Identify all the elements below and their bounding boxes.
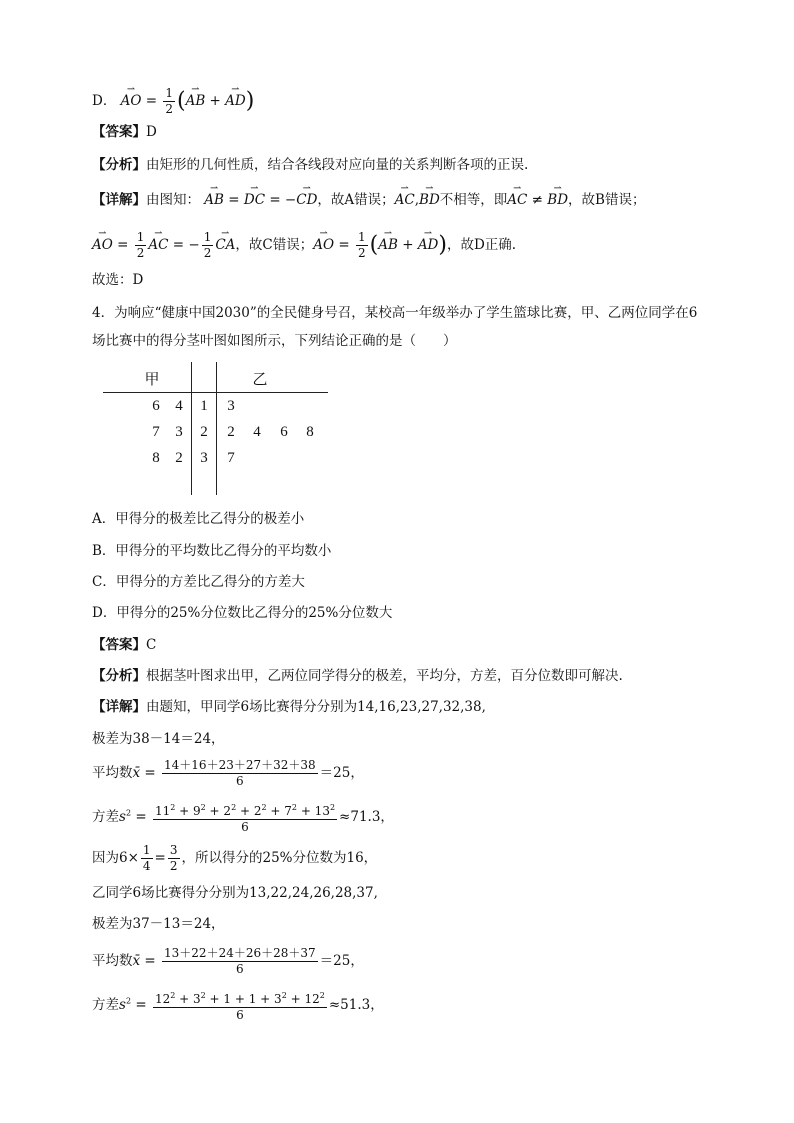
fraction-half: $\frac{1}{2}$ <box>358 230 366 260</box>
vector-AC: ⇀ AC <box>148 235 168 255</box>
vector-AB: ⇀ AB <box>186 91 206 111</box>
range-label: 极差为 <box>92 916 133 932</box>
range-value: 38－14＝24， <box>132 731 225 747</box>
leaf-cell: 3 <box>175 424 183 440</box>
vector-AO: ⇀ AO <box>92 235 113 255</box>
detail-intro: 由图知： <box>146 192 200 208</box>
q4-stem-line2: 场比赛中的得分茎叶图如图所示，下列结论正确的是（ ） <box>92 333 457 349</box>
detail-a-end: ，故A错误； <box>317 192 395 208</box>
q4-range-b <box>92 914 225 934</box>
stem-cell: 2 <box>200 424 208 440</box>
mean-numerator: 13＋22＋24＋26＋28＋37 <box>164 946 316 960</box>
q4-option-d: D．甲得分的25%分位数比乙得分的25%分位数大 <box>92 605 393 621</box>
mean-label: 平均数 <box>92 765 133 781</box>
analysis-text: 根据茎叶图求出甲，乙两位同学得分的极差，平均分，方差，百分位数即可解决. <box>146 668 623 684</box>
q4-range-a <box>92 729 225 749</box>
analysis-tag: 【分析】 <box>92 157 146 173</box>
answer-value: C <box>146 637 157 653</box>
q4-analysis <box>92 666 623 686</box>
range-value: 37－13＝24， <box>132 916 225 932</box>
var-denominator: 6 <box>241 820 249 834</box>
fraction-quarter: $\frac{1}{4}$ <box>142 843 151 873</box>
q4-detail-line1 <box>92 697 486 717</box>
mean-fraction <box>162 758 318 789</box>
option-label: D． <box>92 93 117 109</box>
vector-AD: ⇀ AD <box>418 235 439 255</box>
q4-stem-line1: 4．为响应“健康中国2030”的全民健身号召，某校高一年级举办了学生篮球比赛，甲、乙两位同学在6 <box>92 305 698 321</box>
mean-denominator: 6 <box>236 962 244 976</box>
mean-numerator: 14＋16＋23＋27＋32＋38 <box>164 758 316 772</box>
mean-denominator: 6 <box>236 774 244 788</box>
stem-divider-right <box>216 362 217 495</box>
var-result: ≈51.3， <box>328 997 384 1013</box>
leaf-cell: 6 <box>152 398 160 414</box>
fraction-half: $\frac{1}{2}$ <box>203 230 212 260</box>
range-label: 极差为 <box>92 731 133 747</box>
quant-pre: 因为6× <box>92 850 139 866</box>
stem-divider-left <box>191 362 192 495</box>
var-result: ≈71.3， <box>339 809 394 825</box>
q3-detail-line2: ⇀ AO = $\frac{1}{2}$ ⇀ AC = − $\frac{1}{2}$ ⇀ CA，故C错误；⇀ AO = $\frac{1}{2}$ (⇀ AB + ⇀ AD)，故D正确. <box>92 230 516 261</box>
var-fraction: $\frac{11^2 + 9^2 + 2^2 + 2^2 + 7^2 + 13^2}{6}$ <box>153 800 337 835</box>
vector-AC: ⇀ AC <box>395 190 415 210</box>
vector-AO: ⇀ AO <box>121 91 142 111</box>
detail-tag: 【详解】 <box>92 192 146 208</box>
vector-AO: ⇀ AO <box>313 235 334 255</box>
detail-d-end: ，故D正确. <box>446 237 517 253</box>
leaf-cell: 3 <box>227 398 235 414</box>
mean-result: ＝25， <box>319 765 364 781</box>
vector-AB: ⇀ AB <box>204 190 224 210</box>
stem-leaf-plot <box>103 362 328 495</box>
q4-mean-a: 平均数x̄ = $\frac{14+16+23+27+32+38}{6}$ ＝25， <box>92 758 364 788</box>
answer-tag: 【答案】 <box>92 124 146 140</box>
var-denominator: 6 <box>236 1008 244 1022</box>
mean-result: ＝25， <box>319 953 364 969</box>
q3-option-d: D． ⇀ AO = $\frac{1}{2}$ (⇀ AB + ⇀ AD) <box>92 86 254 117</box>
q4-detail-b: 乙同学6场比赛得分分别为13,22,24,26,28,37, <box>92 885 378 901</box>
q4-var-a: 方差$s^2$ = $\frac{11^2 + 9^2 + 2^2 + 2^2 + 7^2 + 13^2}{6}$ ≈71.3， <box>92 800 394 835</box>
leaf-cell: 8 <box>306 424 314 440</box>
answer-tag: 【答案】 <box>92 637 146 653</box>
fraction-half: $\frac{1}{2}$ <box>165 86 173 116</box>
fraction-three-halves: $\frac{3}{2}$ <box>169 843 178 873</box>
detail-text: 由题知，甲同学6场比赛得分分别为14,16,23,27,32,38, <box>146 699 486 715</box>
q4-option-a: A．甲得分的极差比乙得分的极差小 <box>92 511 305 527</box>
detail-b-mid: 不相等，即 <box>439 192 508 208</box>
analysis-tag: 【分析】 <box>92 668 146 684</box>
var-label: 方差 <box>92 997 119 1013</box>
vector-CA: ⇀ CA <box>215 235 235 255</box>
vector-AC: ⇀ AC <box>507 190 527 210</box>
vector-BD: ⇀ BD <box>419 190 440 210</box>
q3-answer <box>92 122 157 142</box>
leaf-cell: 6 <box>280 424 288 440</box>
quant-post: ，所以得分的25%分位数为16， <box>181 850 378 866</box>
vector-DC: ⇀ DC <box>244 190 265 210</box>
vector-AB: ⇀ AB <box>378 235 398 255</box>
vector-BD: ⇀ BD <box>547 190 568 210</box>
q4-answer <box>92 635 156 655</box>
leaf-cell: 2 <box>227 424 235 440</box>
detail-c-end: ，故C错误； <box>235 237 314 253</box>
stem-cell: 3 <box>200 450 208 466</box>
detail-b-end: ，故B错误； <box>568 192 646 208</box>
q4-quantile: 因为6× $\frac{1}{4}$ = $\frac{3}{2}$ ，所以得分的25%分位数为16， <box>92 843 378 873</box>
analysis-text: 由矩形的几何性质，结合各线段对应向量的关系判断各项的正误. <box>146 157 529 173</box>
mean-label: 平均数 <box>92 953 133 969</box>
q4-option-c: C．甲得分的方差比乙得分的方差大 <box>92 574 305 590</box>
leaf-cell: 4 <box>253 424 261 440</box>
vector-CD: ⇀ CD <box>296 190 317 210</box>
q3-analysis <box>92 155 528 175</box>
answer-value: D <box>146 124 157 140</box>
q4-mean-b: 平均数x̄ = $\frac{13+22+24+26+28+37}{6}$ ＝25， <box>92 946 364 976</box>
leaf-cell: 8 <box>152 450 160 466</box>
q3-detail-line1: 【详解】由图知： ⇀ AB = ⇀ DC = −⇀ CD，故A错误；⇀ AC,⇀ BD不相等，即⇀ AC ≠ ⇀ BD，故B错误； <box>92 190 645 210</box>
leaf-cell: 7 <box>227 450 235 466</box>
q4-option-b: B．甲得分的平均数比乙得分的平均数小 <box>92 543 332 559</box>
vector-AD: ⇀ AD <box>225 91 246 111</box>
q3-conclusion: 故选：D <box>92 272 144 288</box>
q4-var-b: 方差$s^2$ = $\frac{12^2 + 3^2 + 1 + 1 + 3^2 + 12^2}{6}$ ≈51.3， <box>92 988 384 1023</box>
leaf-cell: 7 <box>152 424 160 440</box>
detail-tag: 【详解】 <box>92 699 146 715</box>
mean-fraction <box>162 946 318 977</box>
var-label: 方差 <box>92 809 119 825</box>
left-header: 甲 <box>144 372 160 388</box>
leaf-cell: 2 <box>175 450 183 466</box>
leaf-cell: 4 <box>175 398 183 414</box>
stem-cell: 1 <box>200 398 208 414</box>
var-fraction: $\frac{12^2 + 3^2 + 1 + 1 + 3^2 + 12^2}{6}$ <box>153 988 327 1023</box>
right-header: 乙 <box>252 372 268 388</box>
fraction-half: $\frac{1}{2}$ <box>136 230 145 260</box>
